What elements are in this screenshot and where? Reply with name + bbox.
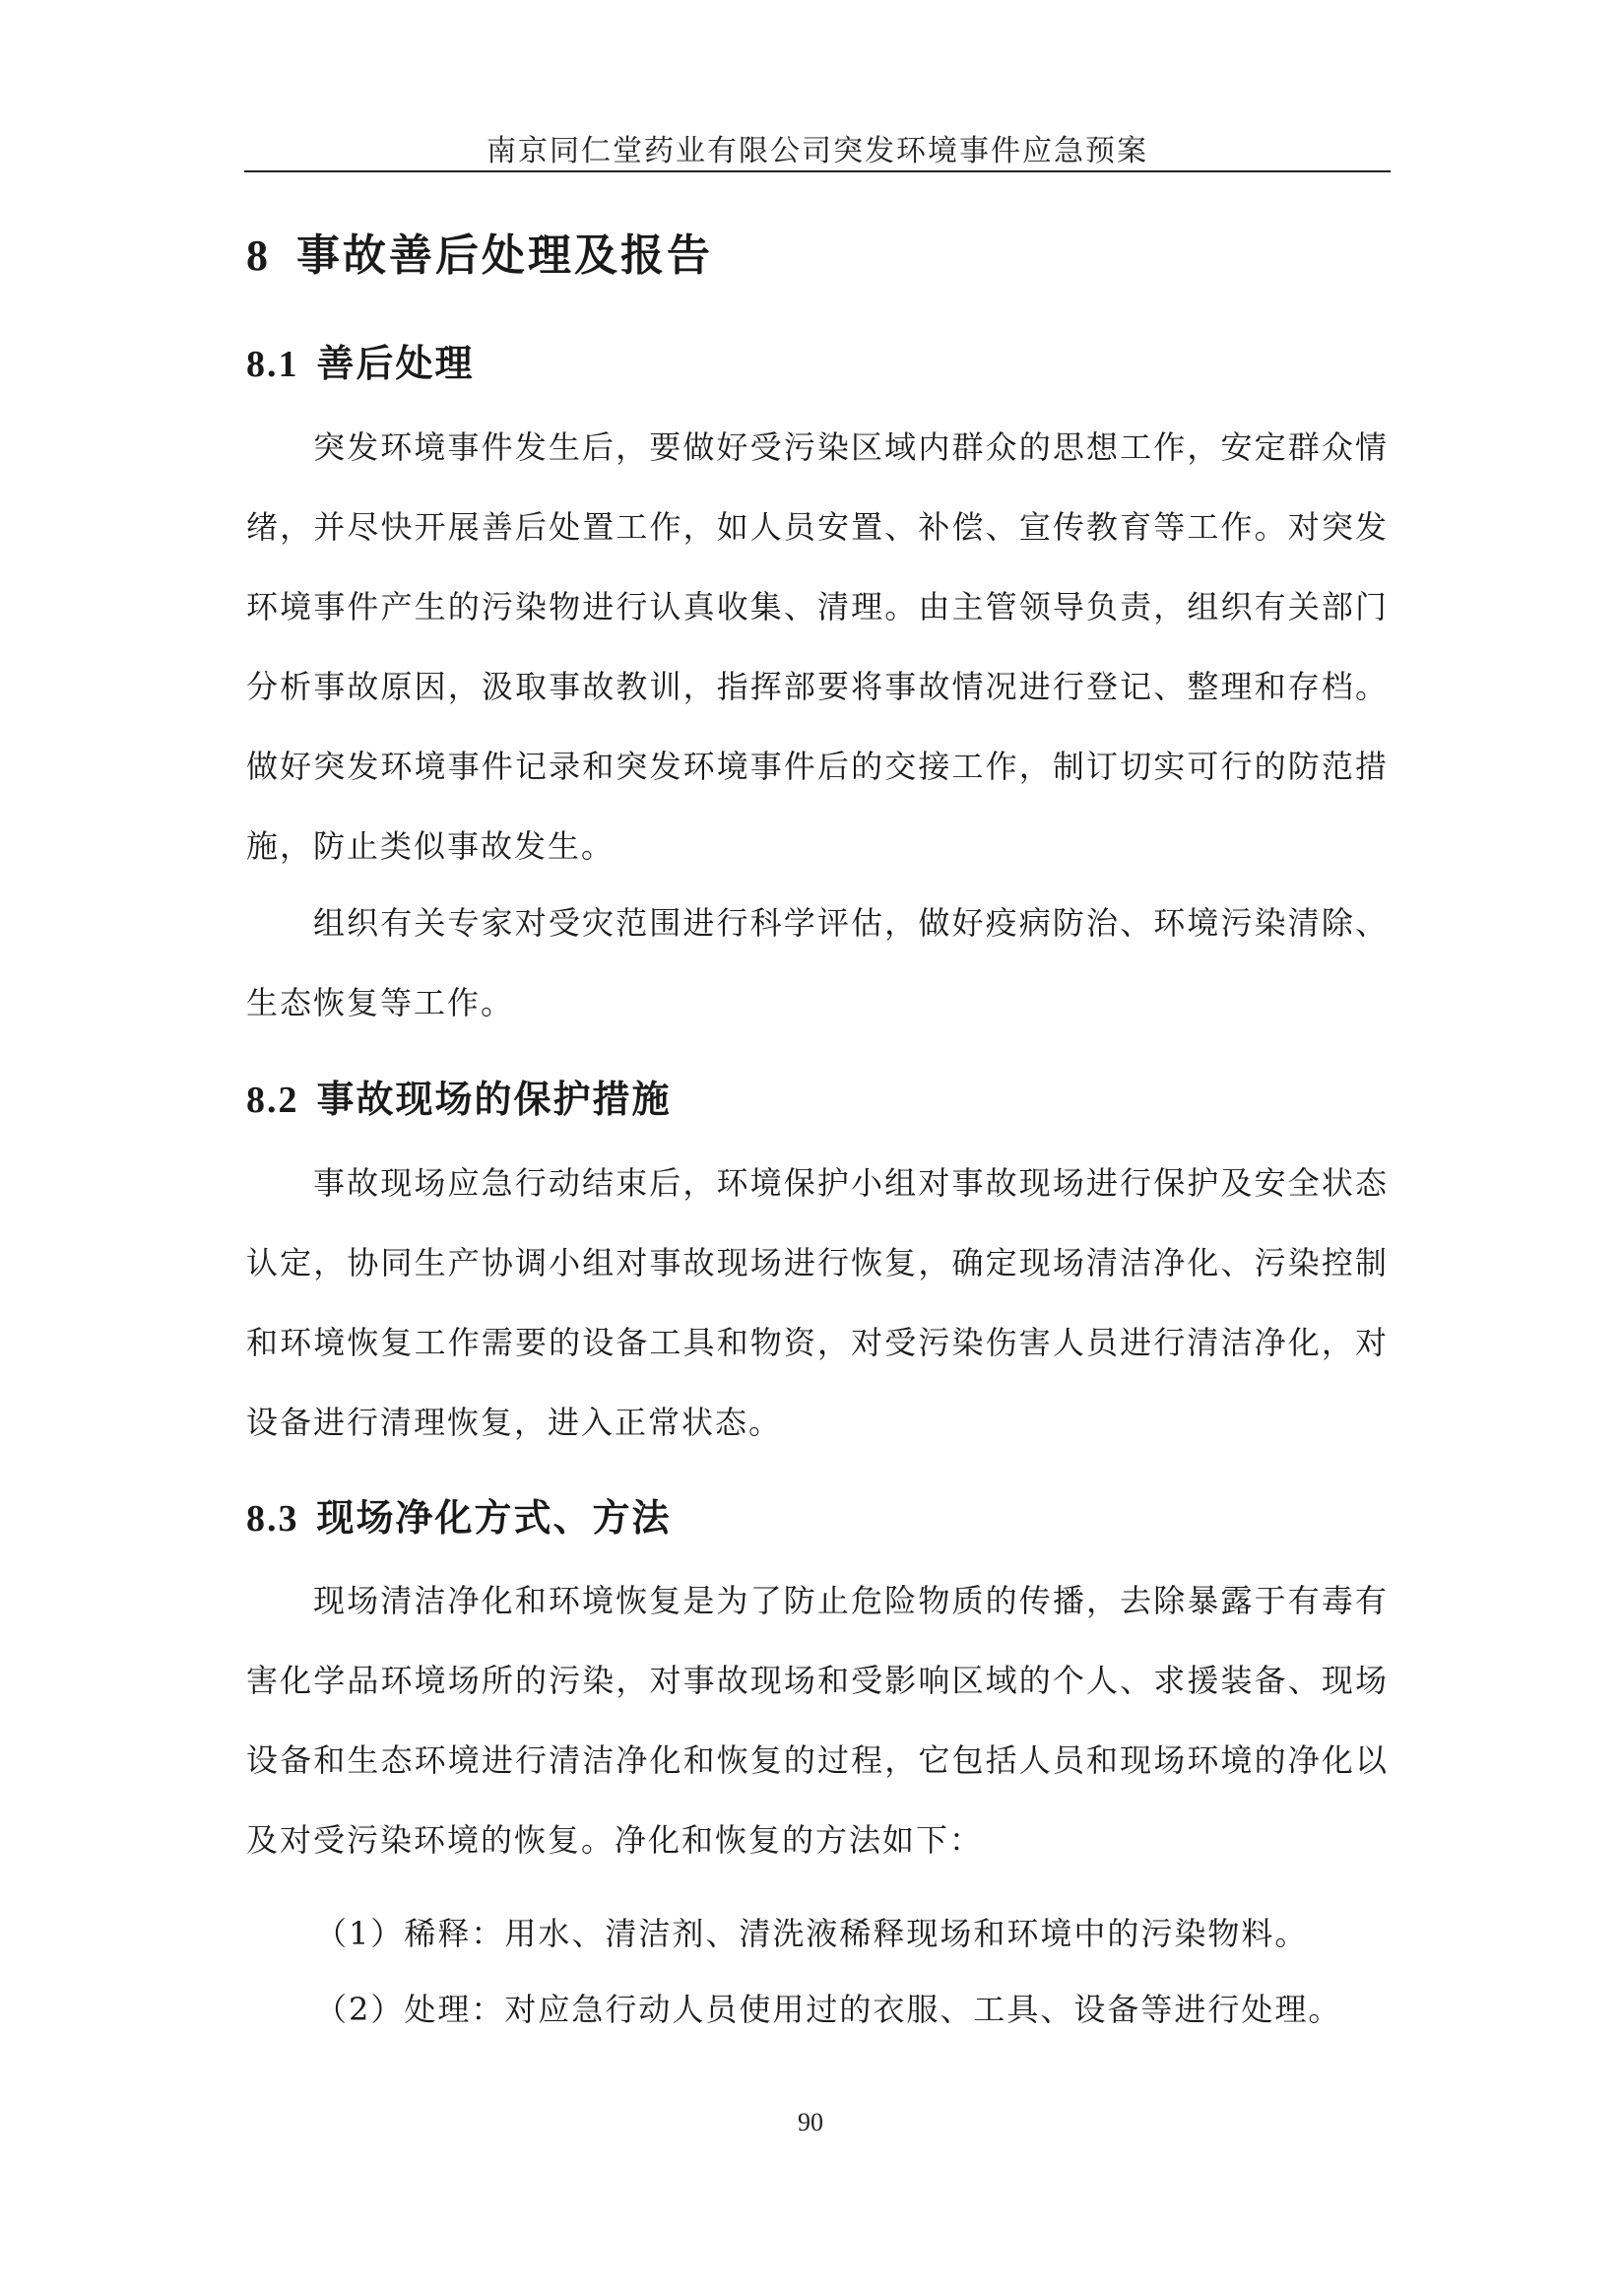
section-number: 8.2 xyxy=(246,1080,299,1121)
header-rule xyxy=(244,170,1391,172)
section-title-text: 现场净化方式、方法 xyxy=(316,1495,672,1540)
section-title-text: 事故现场的保护措施 xyxy=(316,1077,672,1121)
paragraph-8-2-1: 事故现场应急行动结束后，环境保护小组对事故现场进行保护及安全状态认定，协同生产协调小组对事故现场进行恢复，确定现场清洁净化、污染控制和环境恢复工作需要的设备工具和物资，对受污染伤害人员进行清洁净化，对设备进行清理恢复，进入正常状态。 xyxy=(246,1164,1389,1441)
paragraph-8-1-2: 组织有关专家对受灾范围进行科学评估，做好疫病防治、环境污染清除、生态恢复等工作。 xyxy=(246,904,1389,1021)
section-title-text: 善后处理 xyxy=(316,341,475,385)
section-title-8-1 xyxy=(246,333,475,387)
section-number: 8.3 xyxy=(246,1498,299,1540)
paragraph-8-3-1: 现场清洁净化和环境恢复是为了防止危险物质的传播，去除暴露于有毒有害化学品环境场所的污染，对事故现场和受影响区域的个人、求援装备、现场设备和生态环境进行清洁净化和恢复的过程，它包括人员和现场环境的净化以及对受污染环境的恢复。净化和恢复的方法如下： xyxy=(246,1582,1389,1859)
list-item: （2）处理：对应急行动人员使用过的衣服、工具、设备等进行处理。 xyxy=(315,1991,1342,2028)
list-item: （1）稀释：用水、清洁剂、清洗液稀释现场和环境中的污染物料。 xyxy=(315,1915,1309,1952)
paragraph-8-1-1: 突发环境事件发生后，要做好受污染区域内群众的思想工作，安定群众情绪，并尽快开展善后处置工作，如人员安置、补偿、宣传教育等工作。对突发环境事件产生的污染物进行认真收集、清理。由主管领导负责，组织有关部门分析事故原因，汲取事故教训，指挥部要将事故情况进行登记、整理和存档。做好突发环境事件记录和突发环境事件后的交接工作，制订切实可行的防范措施，防止类似事故发生。 xyxy=(246,428,1389,865)
section-title-8-3 xyxy=(246,1487,672,1542)
page-number: 90 xyxy=(798,2108,823,2136)
section-title-8-2 xyxy=(246,1069,672,1123)
chapter-title xyxy=(246,220,713,283)
running-header: 南京同仁堂药业有限公司突发环境事件应急预案 xyxy=(486,134,1148,168)
chapter-title-text: 事故善后处理及报告 xyxy=(296,230,713,281)
section-number: 8.1 xyxy=(246,344,299,385)
chapter-number: 8 xyxy=(246,231,271,280)
